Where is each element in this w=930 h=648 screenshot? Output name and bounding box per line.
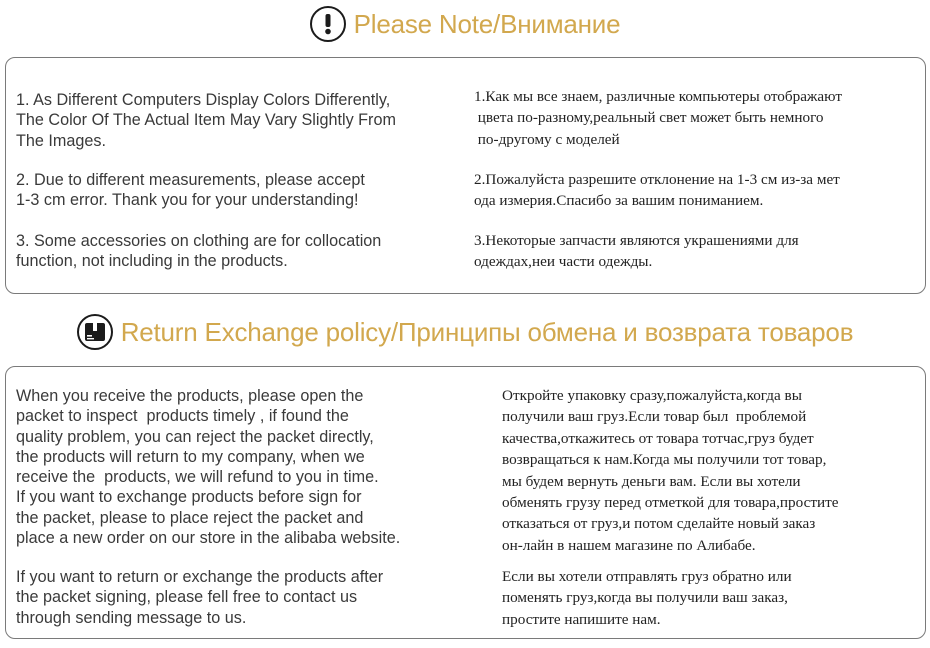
note-ru-1: 1.Как мы все знаем, различные компьютеры отображают цвета по-разному,реальный свет может быть немного по-другому с моделей [474, 88, 842, 148]
exclamation-icon [310, 6, 346, 42]
note-ru-2: 2.Пожалуйста разрешите отклонение на 1-3 см из-за мет ода измерия.Спасибо за вашим пониманием. [474, 171, 840, 210]
package-box-icon [77, 314, 113, 350]
note-en-3: 3. Some accessories on clothing are for collocation function, not including in the products. [16, 232, 382, 271]
policy-ru-2: Если вы хотели отправлять груз обратно или поменять груз,когда вы получили ваш заказ, простите напишите нам. [502, 568, 792, 628]
note-en-1: 1. As Different Computers Display Colors Differently, The Color Of The Actual Item May Vary Slightly From The Images. [16, 91, 396, 150]
please-note-header [0, 3, 930, 45]
policy-en-1: When you receive the products, please open the packet to inspect products timely , if found the quality problem, you can reject the packet directly, the products will return to my company, when we receive the products, we will refund to you in time. If you want to exchange products before sign for the packet, please to place reject the packet and place a new order on our store in the alibaba website. [16, 387, 401, 548]
policy-ru-1: Откройте упаковку сразу,пожалуйста,когда вы получили ваш груз.Если товар был проблемой качества,откажитесь от товара тотчас,груз будет возвращаться к нам.Когда мы получили тот товар, мы будем вернуть деньги вам. Если вы хотели обменять грузу перед отметкой для товара,простите отказаться от груз,и потом сделайте новый заказ он-лайн в нашем магазине по Алибабе. [502, 387, 839, 554]
return-policy-title: Return Exchange policy/Принципы обмена и возврата товаров [120, 316, 854, 347]
note-en-2: 2. Due to different measurements, please accept 1-3 cm error. Thank you for your understanding! [16, 171, 365, 210]
please-note-title: Please Note/Внимание [353, 8, 621, 39]
policy-en-2: If you want to return or exchange the products after the packet signing, please fell free to contact us through sending message to us. [16, 568, 384, 627]
return-policy-header [0, 310, 930, 354]
note-ru-3: 3.Некоторые запчасти являются украшениями для одеждах,неи части одежды. [474, 232, 799, 271]
